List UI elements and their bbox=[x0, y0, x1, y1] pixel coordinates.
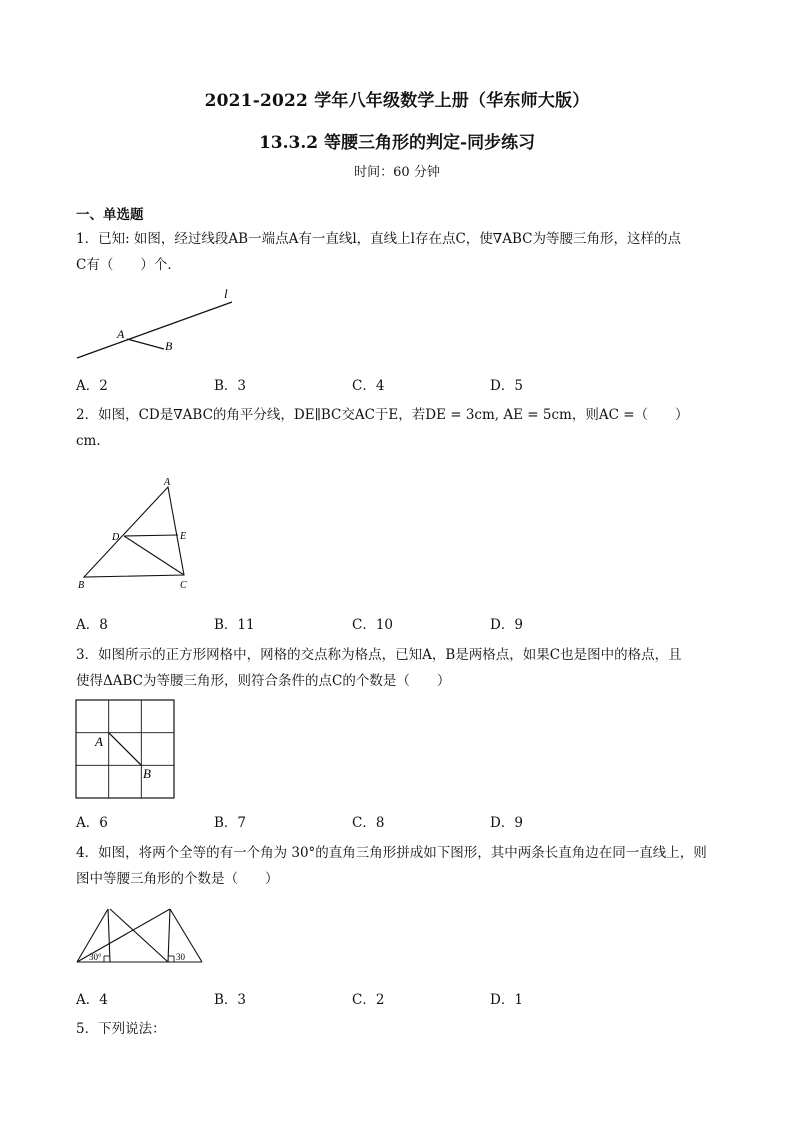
label-angle-left: 30° bbox=[89, 952, 102, 962]
question-2-line2: cm． bbox=[76, 433, 110, 449]
question-3 bbox=[76, 642, 726, 694]
q2-option-c[interactable]: C．10 bbox=[352, 617, 394, 633]
question-2-line1: 2．如图，CD是∇ABC的角平分线，DE∥BC交AC于E，若DE = 3cm, AE = 5cm，则AC =（ ） bbox=[76, 407, 689, 423]
question-1-figure bbox=[72, 286, 247, 366]
label-angle-right: 30 bbox=[176, 952, 185, 962]
q3-option-c[interactable]: C．8 bbox=[352, 815, 385, 831]
label-d: D bbox=[112, 532, 120, 543]
label-e: E bbox=[180, 531, 187, 542]
right-hypotenuse-outer bbox=[170, 909, 202, 962]
q1-option-a[interactable]: A．2 bbox=[76, 378, 108, 394]
q3-option-b[interactable]: B．7 bbox=[214, 815, 247, 831]
triangle-abc bbox=[84, 487, 187, 577]
q4-option-c[interactable]: C．2 bbox=[352, 992, 385, 1008]
label-l: l bbox=[224, 286, 228, 301]
question-3-line2: 使得ΔABC为等腰三角形，则符合条件的点C的个数是（ ） bbox=[76, 673, 451, 689]
q4-option-d[interactable]: D．1 bbox=[490, 992, 523, 1008]
label-a: A bbox=[95, 734, 103, 749]
q1-option-c[interactable]: C．4 bbox=[352, 378, 385, 394]
question-3-grid-figure bbox=[74, 698, 178, 802]
page-subtitle: 13.3.2 等腰三角形的判定-同步练习 bbox=[258, 133, 536, 153]
question-1 bbox=[76, 226, 726, 278]
question-4-figure bbox=[74, 903, 206, 967]
question-2 bbox=[76, 402, 726, 454]
label-b: B bbox=[78, 580, 85, 591]
q2-option-b[interactable]: B．11 bbox=[214, 617, 255, 633]
cross-line-1 bbox=[110, 909, 168, 962]
question-4 bbox=[76, 840, 726, 892]
q1-option-b[interactable]: B．3 bbox=[214, 378, 247, 394]
label-b: B bbox=[165, 339, 173, 353]
segment-ab bbox=[109, 733, 142, 766]
question-5 bbox=[76, 1016, 726, 1042]
right-leg bbox=[168, 909, 170, 962]
q2-option-d[interactable]: D．9 bbox=[490, 617, 523, 633]
q3-option-a[interactable]: A．6 bbox=[76, 815, 108, 831]
segment-de bbox=[124, 535, 178, 536]
label-b: B bbox=[143, 766, 151, 781]
question-2-figure bbox=[74, 475, 199, 595]
segment-ab bbox=[127, 339, 164, 349]
question-3-line1: 3．如图所示的正方形网格中，网格的交点称为格点，已知A，B是两格点，如果C也是图中的格点，且 bbox=[76, 647, 682, 663]
q1-option-d[interactable]: D．5 bbox=[490, 378, 523, 394]
page-title: 2021-2022 学年八年级数学上册（华东师大版） bbox=[204, 91, 590, 111]
segment-cd bbox=[124, 536, 184, 575]
q2-option-a[interactable]: A．8 bbox=[76, 617, 108, 633]
q4-option-a[interactable]: A．4 bbox=[76, 992, 108, 1008]
label-c: C bbox=[180, 580, 187, 591]
label-a: A bbox=[117, 327, 125, 341]
line-l bbox=[77, 302, 232, 358]
question-4-line2: 图中等腰三角形的个数是（ ） bbox=[76, 871, 279, 887]
question-1-line2: C有（ ）个． bbox=[76, 257, 181, 273]
label-a: A bbox=[164, 477, 171, 488]
question-4-line1: 4．如图，将两个全等的有一个角为 30°的直角三角形拼成如下图形，其中两条长直角边在同一直线上，则 bbox=[76, 845, 707, 861]
question-5-line1: 5．下列说法： bbox=[76, 1021, 166, 1037]
section-heading: 一、单选题 bbox=[76, 207, 144, 223]
question-1-line1: 1．已知: 如图，经过线段AB一端点A有一直线l，直线上l存在点C，使∇ABC为等腰三角形，这样的点 bbox=[76, 231, 681, 247]
q4-option-b[interactable]: B．3 bbox=[214, 992, 247, 1008]
left-leg bbox=[108, 909, 110, 962]
q3-option-d[interactable]: D．9 bbox=[490, 815, 523, 831]
time-limit: 时间：60 分钟 bbox=[354, 165, 440, 180]
